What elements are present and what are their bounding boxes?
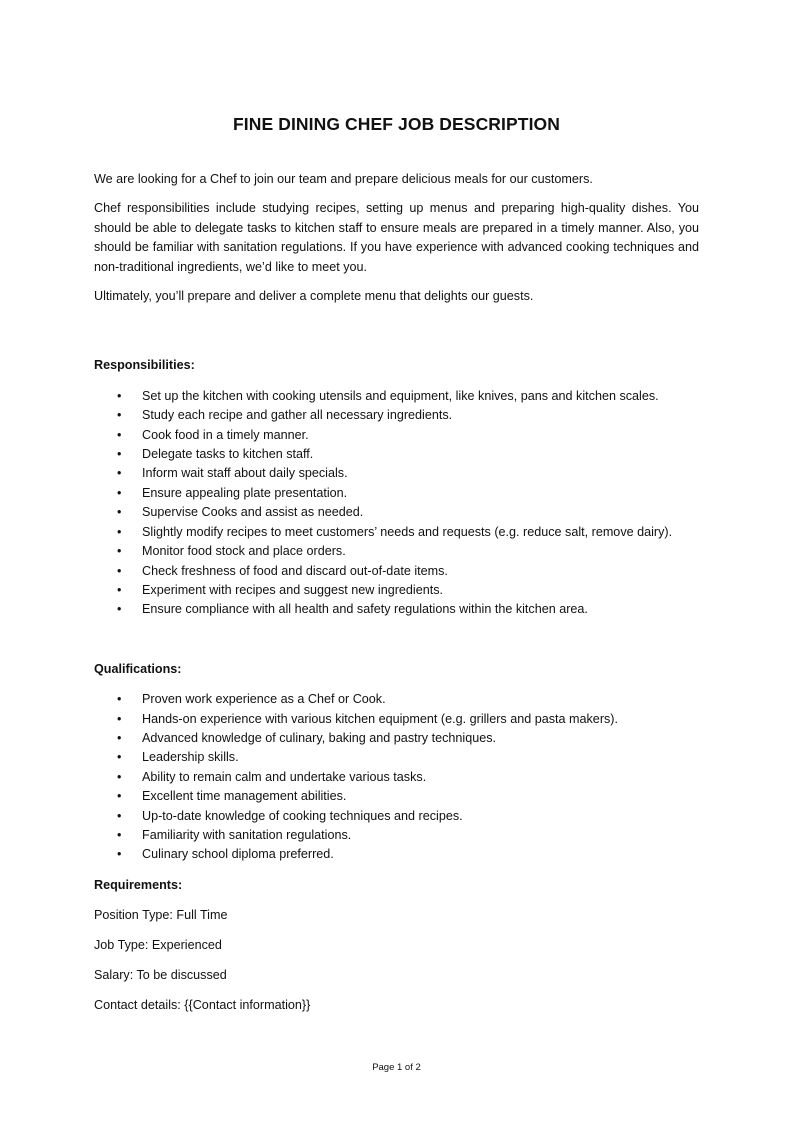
list-item-text: Excellent time management abilities.: [142, 789, 347, 804]
page-title: FINE DINING CHEF JOB DESCRIPTION: [233, 114, 560, 134]
intro-paragraph: Chef responsibilities include studying recipes, setting up menus and preparing high-quality dishes. You should be able to delegate tasks to kitchen staff to ensure meals are prepared in a timely manner. Also, you should be familiar with sanitation regulations. If you have experience with advanced cooking techniques and non-traditional ingredients, we’d like to meet you.: [94, 201, 699, 274]
list-item-text: Monitor food stock and place orders.: [142, 544, 346, 559]
list-item: [94, 729, 699, 748]
intro-paragraph: Ultimately, you’ll prepare and deliver a complete menu that delights our guests.: [94, 289, 534, 304]
bullet-icon: •: [117, 427, 122, 442]
list-item-text: Slightly modify recipes to meet customers’ needs and requests (e.g. reduce salt, remove dairy).: [142, 524, 673, 539]
requirement-line: Salary: To be discussed: [94, 967, 227, 982]
qualifications-list: [94, 690, 699, 865]
bullet-icon: •: [117, 730, 122, 745]
bullet-icon: •: [117, 847, 122, 862]
list-item-text: Familiarity with sanitation regulations.: [142, 827, 352, 842]
bullet-icon: •: [117, 524, 122, 539]
list-item: [94, 445, 699, 464]
bullet-icon: •: [117, 505, 122, 520]
list-item: [94, 484, 699, 503]
list-item: [94, 845, 699, 864]
bullet-icon: •: [117, 582, 122, 597]
spacer: [94, 679, 699, 690]
list-item: [94, 807, 699, 826]
bullet-icon: •: [117, 485, 122, 500]
bullet-icon: •: [117, 769, 122, 784]
bullet-icon: •: [117, 692, 122, 707]
requirement-line: Job Type: Experienced: [94, 937, 222, 952]
list-item: [94, 768, 699, 787]
list-item: [94, 787, 699, 806]
bullet-icon: •: [117, 544, 122, 559]
list-item-text: Advanced knowledge of culinary, baking and pastry techniques.: [142, 730, 497, 745]
requirement-line: Position Type: Full Time: [94, 907, 228, 922]
list-item: [94, 581, 699, 600]
spacer: [94, 620, 699, 660]
list-item-text: Cook food in a timely manner.: [142, 427, 309, 442]
bullet-icon: •: [117, 408, 122, 423]
list-item: [94, 826, 699, 845]
bullet-icon: •: [117, 808, 122, 823]
bullet-icon: •: [117, 750, 122, 765]
list-item-text: Leadership skills.: [142, 750, 239, 765]
bullet-icon: •: [117, 789, 122, 804]
list-item-text: Inform wait staff about daily specials.: [142, 466, 348, 481]
list-item: [94, 523, 699, 542]
requirements-heading: Requirements:: [94, 877, 183, 892]
bullet-icon: •: [117, 711, 122, 726]
list-item-text: Delegate tasks to kitchen staff.: [142, 447, 314, 462]
bullet-icon: •: [117, 563, 122, 578]
intro-paragraph: We are looking for a Chef to join our team and prepare delicious meals for our customers.: [94, 172, 593, 186]
list-item: [94, 426, 699, 445]
bullet-icon: •: [117, 602, 122, 617]
list-item-text: Study each recipe and gather all necessary ingredients.: [142, 408, 453, 423]
list-item: [94, 748, 699, 767]
bullet-icon: •: [117, 388, 122, 403]
list-item: [94, 710, 699, 729]
list-item-text: Experiment with recipes and suggest new ingredients.: [142, 582, 444, 597]
document-body: [94, 112, 699, 1026]
list-item-text: Check freshness of food and discard out-of-date items.: [142, 563, 448, 578]
requirement-line: Contact details: {{Contact information}}: [94, 997, 311, 1012]
spacer: [94, 376, 699, 387]
list-item: [94, 503, 699, 522]
list-item-text: Up-to-date knowledge of cooking techniques and recipes.: [142, 808, 463, 823]
list-item-text: Ensure appealing plate presentation.: [142, 485, 348, 500]
bullet-icon: •: [117, 466, 122, 481]
list-item: [94, 464, 699, 483]
responsibilities-heading: Responsibilities:: [94, 358, 195, 373]
list-item: [94, 387, 699, 406]
bullet-icon: •: [117, 447, 122, 462]
list-item-text: Culinary school diploma preferred.: [142, 847, 334, 862]
spacer: [94, 865, 699, 876]
list-item: [94, 406, 699, 425]
spacer: [94, 316, 699, 356]
list-item-text: Set up the kitchen with cooking utensils and equipment, like knives, pans and kitchen scales.: [142, 388, 659, 403]
list-item-text: Ability to remain calm and undertake various tasks.: [142, 769, 427, 784]
responsibilities-list: [94, 387, 699, 620]
list-item: [94, 600, 699, 619]
bullet-icon: •: [117, 827, 122, 842]
list-item-text: Ensure compliance with all health and safety regulations within the kitchen area.: [142, 602, 588, 617]
page-footer: Page 1 of 2: [372, 1062, 421, 1073]
list-item-text: Proven work experience as a Chef or Cook.: [142, 692, 386, 707]
list-item: [94, 690, 699, 709]
list-item: [94, 542, 699, 561]
list-item-text: Supervise Cooks and assist as needed.: [142, 505, 364, 520]
qualifications-heading: Qualifications:: [94, 661, 182, 676]
list-item-text: Hands-on experience with various kitchen equipment (e.g. grillers and pasta makers).: [142, 711, 618, 726]
list-item: [94, 562, 699, 581]
